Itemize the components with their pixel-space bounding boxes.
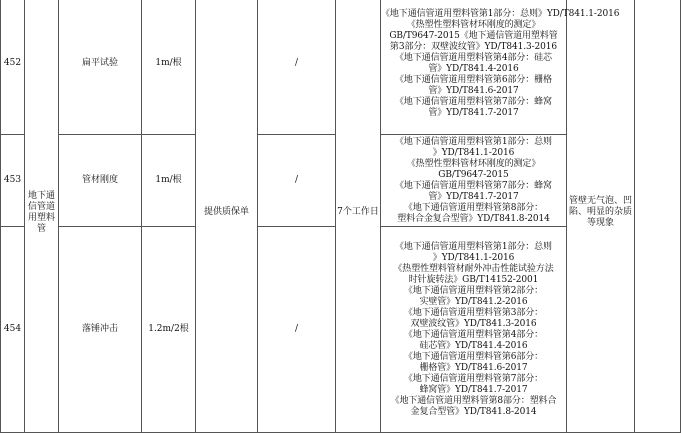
blank-marker: / xyxy=(258,135,336,227)
standard-line: 管》YD/T841.6-2017 xyxy=(428,85,519,96)
sample-quantity: 1m/根 xyxy=(142,135,196,227)
standards-cell xyxy=(381,227,567,433)
standards-cell xyxy=(381,135,567,227)
standard-line: 《地下通信管道用塑料管第1部分：总则》YD/T841.1-2016 xyxy=(381,8,620,19)
category-cell: 地下通信管道用塑料管 xyxy=(25,0,59,433)
standard-line: 金复合型管》YD/T841.8-2014 xyxy=(410,406,537,417)
standard-line: 实壁管》YD/T841.2-2016 xyxy=(419,296,528,307)
row-number: 454 xyxy=(1,227,25,433)
standard-line: GB/T9647-2015《地下通信管道用塑料管 xyxy=(389,30,558,41)
test-item: 管材刚度 xyxy=(59,135,142,227)
standard-line: 《地下通信管道用塑料管第1部分：总则 xyxy=(395,136,552,147)
standard-line: 第3部分：双壁波纹管》YD/T841.3-2016 xyxy=(389,41,558,52)
standard-line: 栅格管》YD/T841.6-2017 xyxy=(419,362,528,373)
standard-line: 《地下通信管道用塑料管第8部分： xyxy=(403,202,544,213)
standard-line: 《热塑性塑料管材环刚度的测定》 xyxy=(406,19,541,30)
standard-line: 《地下通信管道用塑料管第3部分： xyxy=(403,307,544,318)
standard-line: 《地下通信管道用塑料管第2部分： xyxy=(403,285,544,296)
standard-line: 管》YD/T841.7-2017 xyxy=(428,107,519,118)
standard-line: 塑料合金复合型管》YD/T841.8-2014 xyxy=(397,213,550,224)
standard-line: 硅芯管》YD/T841.4-2016 xyxy=(419,340,528,351)
row-number: 453 xyxy=(1,135,25,227)
standard-line: 《热塑性塑料管材环刚度的测定》 xyxy=(406,158,541,169)
test-item: 扁平试验 xyxy=(59,0,142,135)
standard-line: 《热塑性塑料管材耐外冲击性能试验方法 xyxy=(393,263,554,274)
standard-line: 》YD/T841.1-2016 xyxy=(432,252,515,263)
empty-cell xyxy=(635,0,681,433)
standard-line: 管》YD/T841.4-2016 xyxy=(428,63,519,74)
standard-line: 《地下通信管道用塑料管第4部分：硅芯 xyxy=(395,52,552,63)
blank-marker: / xyxy=(258,0,336,135)
test-item: 落锤冲击 xyxy=(59,227,142,433)
standard-line: 《地下通信管道用塑料管第7部分：蜂窝 xyxy=(395,96,552,107)
standards-cell xyxy=(381,0,620,135)
standard-line: 《地下通信管道用塑料管第6部分：栅格 xyxy=(395,74,552,85)
sample-quantity: 1.2m/2根 xyxy=(142,227,196,433)
supply-mode-cell: 提供质保单 xyxy=(196,0,258,433)
standard-line: 《地下通信管道用塑料管第1部分：总则 xyxy=(395,241,552,252)
defect-standard-cell: 管壁无气泡、凹陷、明显的杂质等现象 xyxy=(567,0,635,433)
row-number: 452 xyxy=(1,0,25,135)
standard-line: 《地下通信管道用塑料管第7部分： xyxy=(403,373,544,384)
standard-line: 》YD/T841.1-2016 xyxy=(432,147,515,158)
sample-quantity: 1m/根 xyxy=(142,0,196,135)
standard-line: 管》YD/T841.7-2017 xyxy=(428,191,519,202)
standard-line: 《地下通信管道用塑料管第6部分： xyxy=(403,351,544,362)
standard-line: 时针旋转法》GB/T14152-2001 xyxy=(408,274,539,285)
standard-line: 《地下通信管道用塑料管第4部分： xyxy=(403,329,544,340)
blank-marker: / xyxy=(258,227,336,433)
standard-line: 《地下通信管道用塑料管第8部分：塑料合 xyxy=(390,395,557,406)
standard-line: GB/T9647-2015 xyxy=(438,169,509,180)
turnaround-cell: 7个工作日 xyxy=(336,0,381,433)
table-row xyxy=(1,0,681,135)
standard-line: 双壁波纹管》YD/T841.3-2016 xyxy=(410,318,537,329)
standard-line: 《地下通信管道用塑料管第7部分：蜂窝 xyxy=(395,180,552,191)
standard-line: 蜂窝管》YD/T841.7-2017 xyxy=(419,384,528,395)
